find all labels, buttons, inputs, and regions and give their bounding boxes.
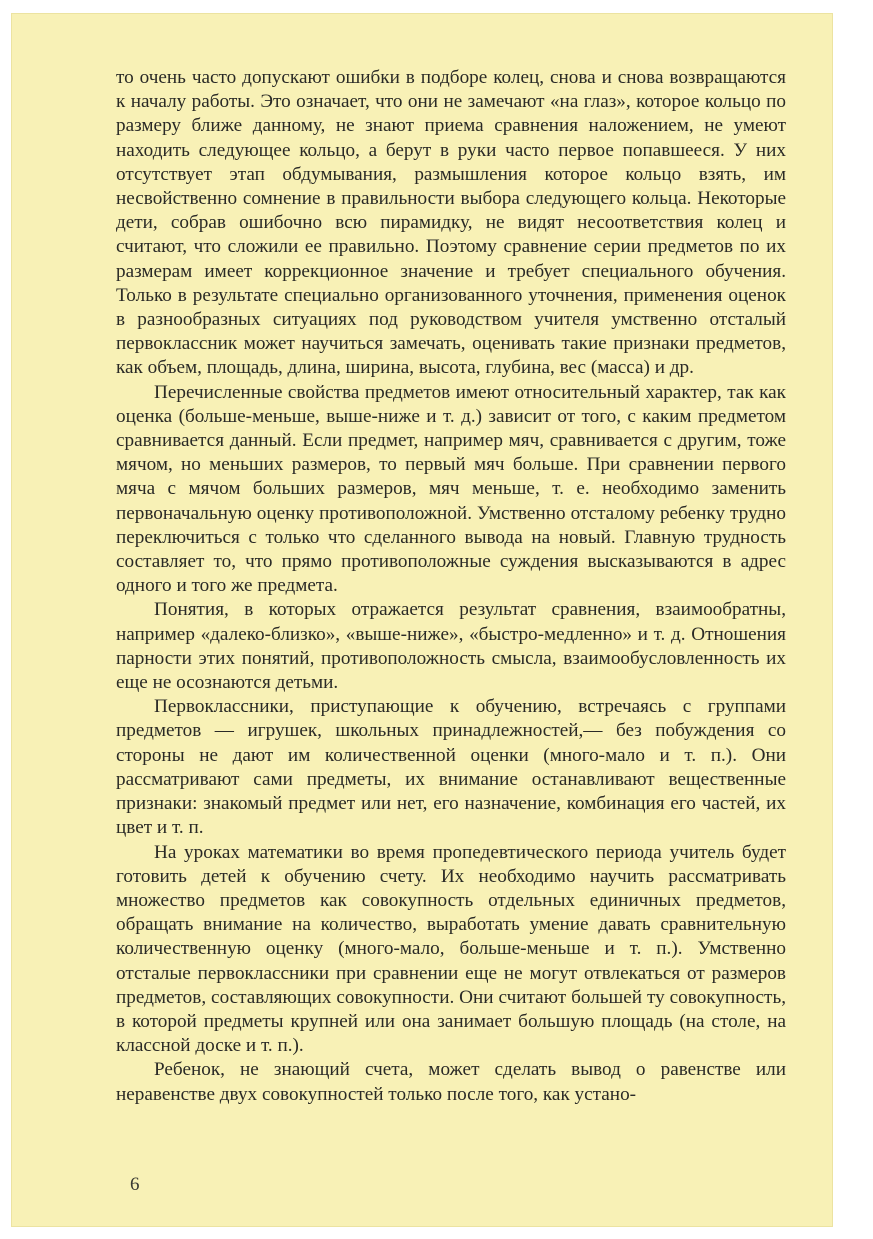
body-text (116, 66, 786, 1107)
paragraph-5: На уроках математики во время пропедевтического периода учитель будет готовить детей к обучению счету. Их необходимо научить рассматривать множество предметов как совокупность отдельных единичных предметов, обращать внимание на количество, выработать умение давать сравнительную количественную оценку (много-мало, больше-меньше и т. п.). Умственно отсталые первоклассники при сравнении еще не могут отвлекаться от размеров предметов, составляющих совокупности. Они считают большей ту совокупность, в которой предметы крупней или она занимает большую площадь (на столе, на классной доске и т. п.). (116, 841, 786, 1057)
paragraph-3: Понятия, в которых отражается результат сравнения, взаимообратны, например «далеко-близко», «выше-ниже», «быстро-медленно» и т. д. Отношения парности этих понятий, противоположность смысла, взаимообусловленность их еще не осознаются детьми. (116, 599, 786, 694)
paragraph-2: Перечисленные свойства предметов имеют относительный характер, так как оценка (больше-меньше, выше-ниже и т. д.) зависит от того, с каким предметом сравнивается данный. Если предмет, например мяч, сравнивается с другим, тоже мячом, но меньших размеров, то первый мяч больше. При сравнении первого мяча с мячом больших размеров, мяч меньше, т. е. необходимо заменить первоначальную оценку противоположной. Умственно отсталому ребенку трудно переключиться с только что сделанного вывода на новый. Главную трудность составляет то, что прямо противоположные суждения высказываются в адрес одного и того же предмета. (116, 381, 786, 597)
book-page (12, 14, 832, 1226)
paragraph-4: Первоклассники, приступающие к обучению, встречаясь с группами предметов — игрушек, школьных принадлежностей,— без побуждения со стороны не дают им количественной оценки (много-мало и т. п.). Они рассматривают сами предметы, их внимание останавливают вещественные признаки: знакомый предмет или нет, его назначение, комбинация его частей, их цвет и т. п. (116, 696, 786, 839)
paragraph-6: Ребенок, не знающий счета, может сделать вывод о равенстве или неравенстве двух совокупностей только после того, как устано- (116, 1059, 786, 1105)
page-number: 6 (130, 1174, 140, 1195)
paragraph-1: то очень часто допускают ошибки в подборе колец, снова и снова возвращаются к началу работы. Это означает, что они не замечают «на глаз», которое кольцо по размеру ближе данному, не знают приема сравнения наложением, не умеют находить следующее кольцо, а берут в руки часто первое попавшееся. У них отсутствует этап обдумывания, размышления которое кольцо взять, им несвойственно сомнение в правильности выбора следующего кольца. Некоторые дети, собрав ошибочно всю пирамидку, не видят несоответствия колец и считают, что сложили ее правильно. Поэтому сравнение серии предметов по их размерам имеет коррекционное значение и требует специального обучения. Только в результате специально организованного уточнения, применения оценок в разнообразных ситуациях под руководством учителя умственно отсталый первоклассник может научиться замечать, оценивать такие признаки предметов, как объем, площадь, длина, ширина, высота, глубина, вес (масса) и др. (116, 67, 786, 379)
